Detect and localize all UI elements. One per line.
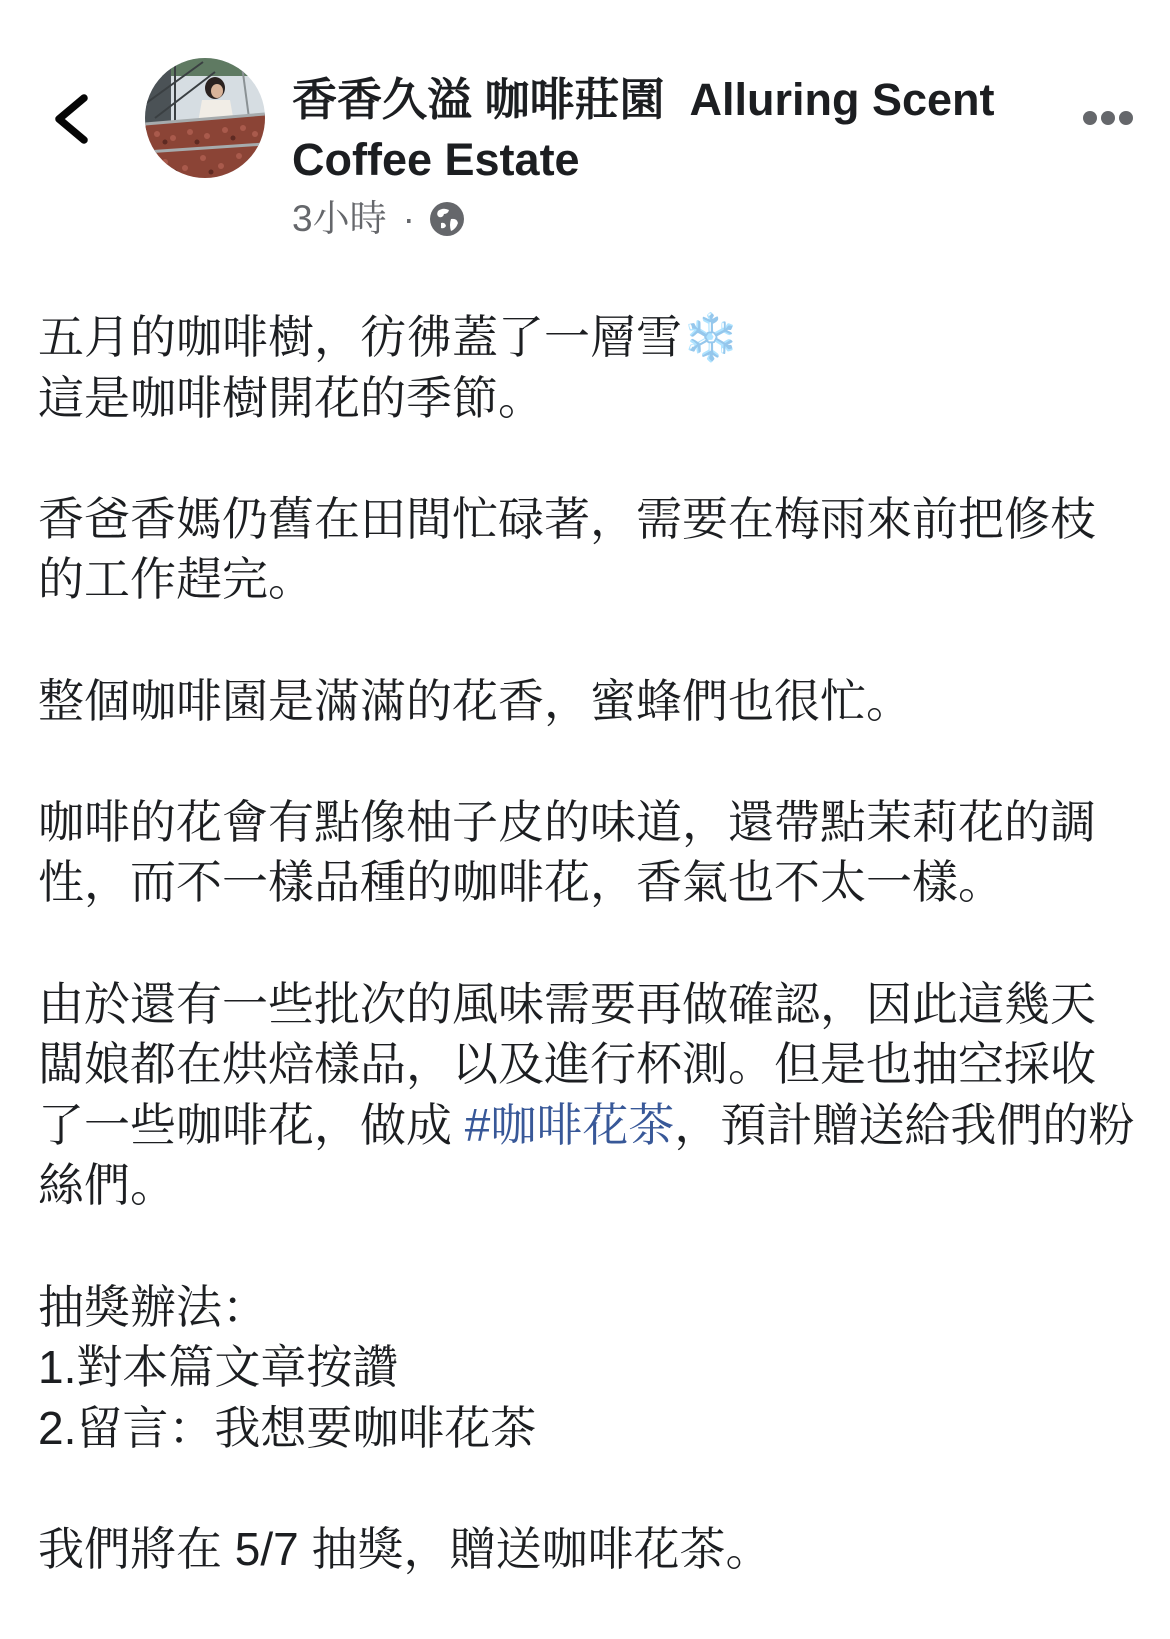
snowflake-emoji: ❄️ xyxy=(682,311,740,363)
post-line: 抽獎辦法： xyxy=(38,1280,268,1333)
post-paragraph xyxy=(38,1519,1148,1580)
post-line: 絲們。 xyxy=(38,1159,176,1212)
globe-icon xyxy=(429,201,465,237)
post-line: 這是咖啡樹開花的季節。 xyxy=(38,371,544,424)
post-line: 由於還有一些批次的風味需要再做確認，因此這幾天 xyxy=(38,977,1096,1030)
chevron-left-icon xyxy=(50,92,94,146)
post-line: 的工作趕完。 xyxy=(38,553,314,606)
more-options-button[interactable] xyxy=(1082,108,1134,128)
page-name-line-2: Coffee Estate xyxy=(292,134,580,185)
post-line-text: 五月的咖啡樹，彷彿蓋了一層雪 xyxy=(38,311,682,363)
post-paragraph xyxy=(38,307,1148,428)
page-avatar[interactable] xyxy=(145,58,265,178)
avatar-image xyxy=(145,58,265,178)
post-line: 咖啡的花會有點像柚子皮的味道，還帶點茉莉花的調 xyxy=(38,795,1096,848)
post-line-text: ，預計贈送給我們的粉 xyxy=(674,1098,1135,1151)
post-line: 2.留言：我想要咖啡花茶 xyxy=(38,1401,537,1454)
post-line: 闆娘都在烘焙樣品，以及進行杯測。但是也抽空採收 xyxy=(38,1038,1096,1091)
back-button[interactable] xyxy=(50,92,94,146)
post-paragraph xyxy=(38,671,1148,732)
post-line: 香爸香媽仍舊在田間忙碌著，需要在梅雨來前把修枝 xyxy=(38,492,1096,545)
post-paragraph xyxy=(38,974,1148,1216)
post-line: 整個咖啡園是滿滿的花香，蜜蜂們也很忙。 xyxy=(38,674,912,727)
post-line xyxy=(38,1095,1148,1156)
post-line: 我們將在 5/7 抽獎，贈送咖啡花茶。 xyxy=(38,1522,772,1575)
page-name-line-1: 香香久溢 咖啡莊園 Alluring Scent xyxy=(292,74,995,125)
more-horizontal-icon xyxy=(1082,110,1134,126)
post-line: 性，而不一樣品種的咖啡花，香氣也不太一樣。 xyxy=(38,856,1004,909)
post-meta xyxy=(292,197,465,241)
post-line-text: 了一些咖啡花，做成 xyxy=(38,1098,465,1151)
meta-separator: · xyxy=(402,198,415,239)
post-text xyxy=(38,307,1148,1579)
post-paragraph xyxy=(38,1277,1148,1459)
post-timestamp[interactable]: 3小時 xyxy=(292,198,387,239)
post-paragraph xyxy=(38,792,1148,913)
post-line xyxy=(38,307,1148,368)
page-name[interactable] xyxy=(292,70,995,190)
post-line: 1.對本篇文章按讚 xyxy=(38,1341,399,1394)
hashtag-link[interactable]: #咖啡花茶 xyxy=(464,1098,675,1151)
post-paragraph xyxy=(38,489,1148,610)
